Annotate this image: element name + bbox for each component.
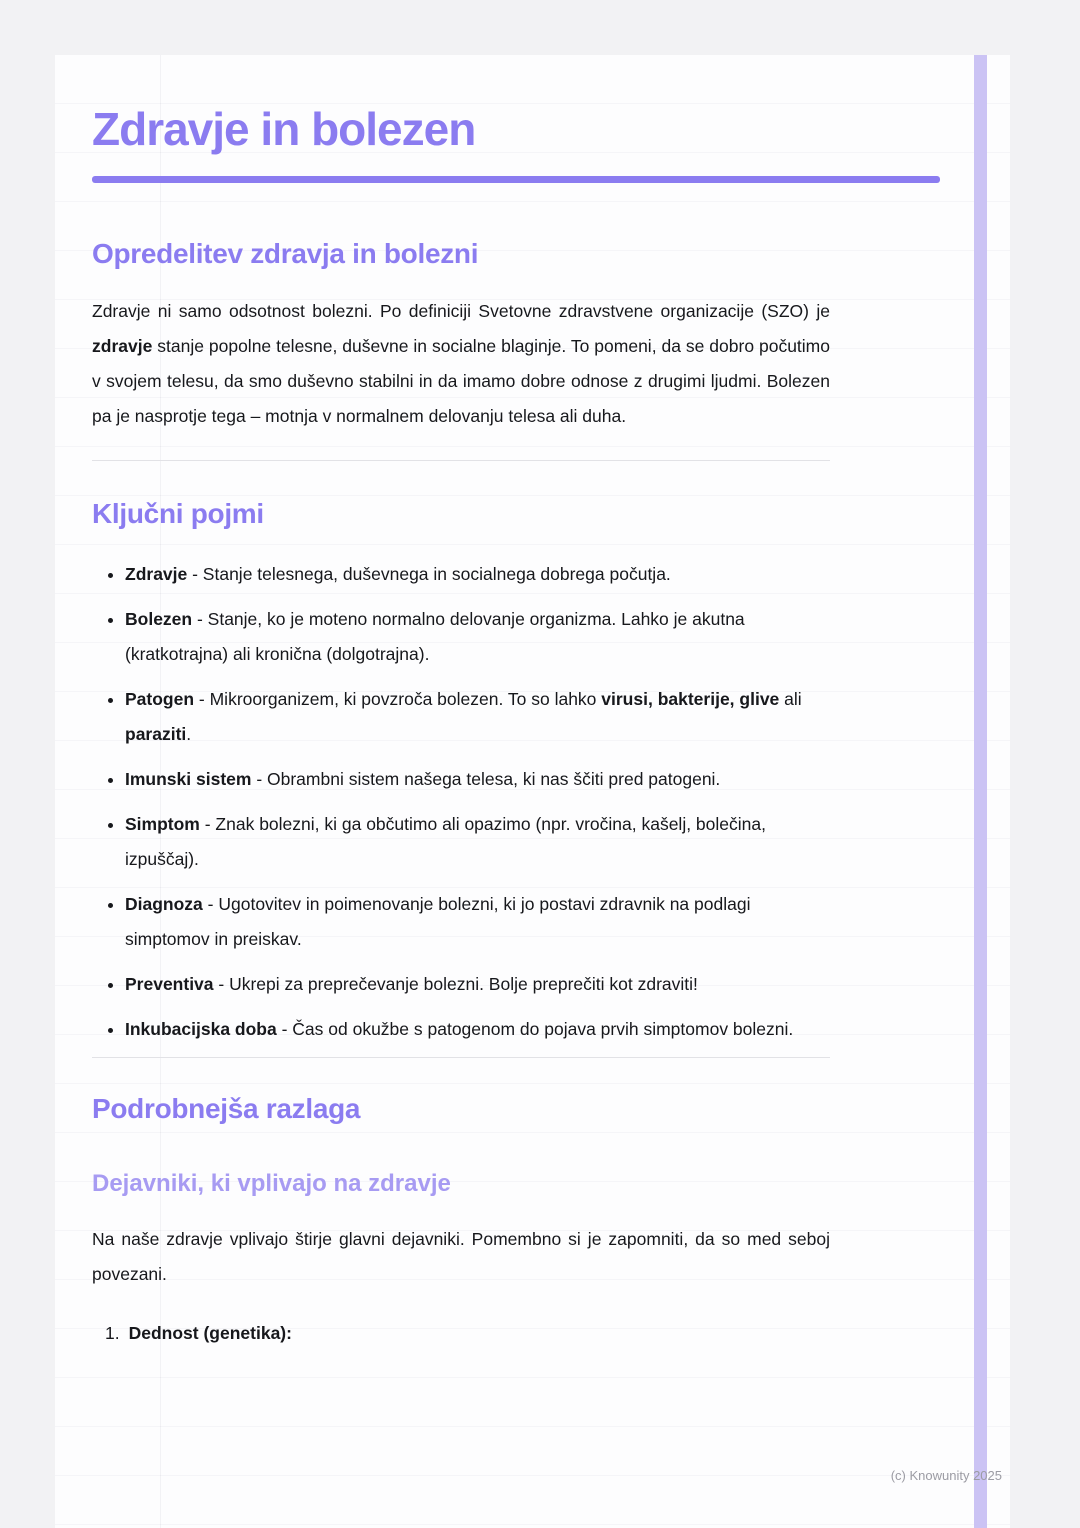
document-content <box>92 55 940 1351</box>
section-heading-terms: Ključni pojmi <box>92 498 264 530</box>
definition-paragraph: Zdravje ni samo odsotnost bolezni. Po definiciji Svetovne zdravstvene organizacije (SZO) je zdravje stanje popolne telesne, duševne in socialne blaginje. To pomeni, da se dobro počutimo v svojem telesu, da smo duševno stabilni in da imamo dobre odnose z drugimi ljudmi. Bolezen pa je nasprotje tega – motnja v normalnem delovanju telesa ali duha. <box>92 301 830 427</box>
section-heading-definition: Opredelitev zdravja in bolezni <box>92 237 479 269</box>
title-underline <box>92 176 940 183</box>
numbered-item-heredity <box>92 1316 940 1351</box>
terms-list <box>92 557 830 1047</box>
numbered-item-text: Dednost (genetika): <box>128 1323 292 1344</box>
term-item-zdravje: • Zdravje - Stanje telesnega, duševnega in socialnega dobrega počutja. <box>125 557 830 592</box>
factors-paragraph: Na naše zdravje vplivajo štirje glavni dejavniki. Pomembno si je zapomniti, da so med seboj povezani. <box>92 1229 830 1285</box>
page-title: Zdravje in bolezen <box>92 103 476 155</box>
term-item-patogen: • Patogen - Mikroorganizem, ki povzroča bolezen. To so lahko virusi, bakterije, glive ali paraziti. <box>125 682 830 752</box>
numbered-item-number: 1. <box>105 1323 120 1344</box>
document-card <box>55 55 1010 1528</box>
term-item-simptom: • Simptom - Znak bolezni, ki ga občutimo ali opazimo (npr. vročina, kašelj, bolečina, izpuščaj). <box>125 807 830 877</box>
term-item-inkubacijska-doba: • Inkubacijska doba - Čas od okužbe s patogenom do pojava prvih simptomov bolezni. <box>125 1012 830 1047</box>
term-item-preventiva: • Preventiva - Ukrepi za preprečevanje bolezni. Bolje preprečiti kot zdraviti! <box>125 967 830 1002</box>
footer-credit: (c) Knowunity 2025 <box>890 1468 1002 1483</box>
subsection-heading-factors: Dejavniki, ki vplivajo na zdravje <box>92 1169 451 1197</box>
term-item-bolezen: • Bolezen - Stanje, ko je moteno normalno delovanje organizma. Lahko je akutna (kratkotrajna) ali kronična (dolgotrajna). <box>125 602 830 672</box>
section-heading-detail: Podrobnejša razlaga <box>92 1093 361 1125</box>
section-divider <box>92 460 830 461</box>
term-item-imunski-sistem: • Imunski sistem - Obrambni sistem našega telesa, ki nas ščiti pred patogeni. <box>125 762 830 797</box>
accent-stripe <box>974 55 987 1528</box>
term-item-diagnoza: • Diagnoza - Ugotovitev in poimenovanje bolezni, ki jo postavi zdravnik na podlagi simptomov in preiskav. <box>125 887 830 957</box>
section-divider <box>92 1057 830 1058</box>
